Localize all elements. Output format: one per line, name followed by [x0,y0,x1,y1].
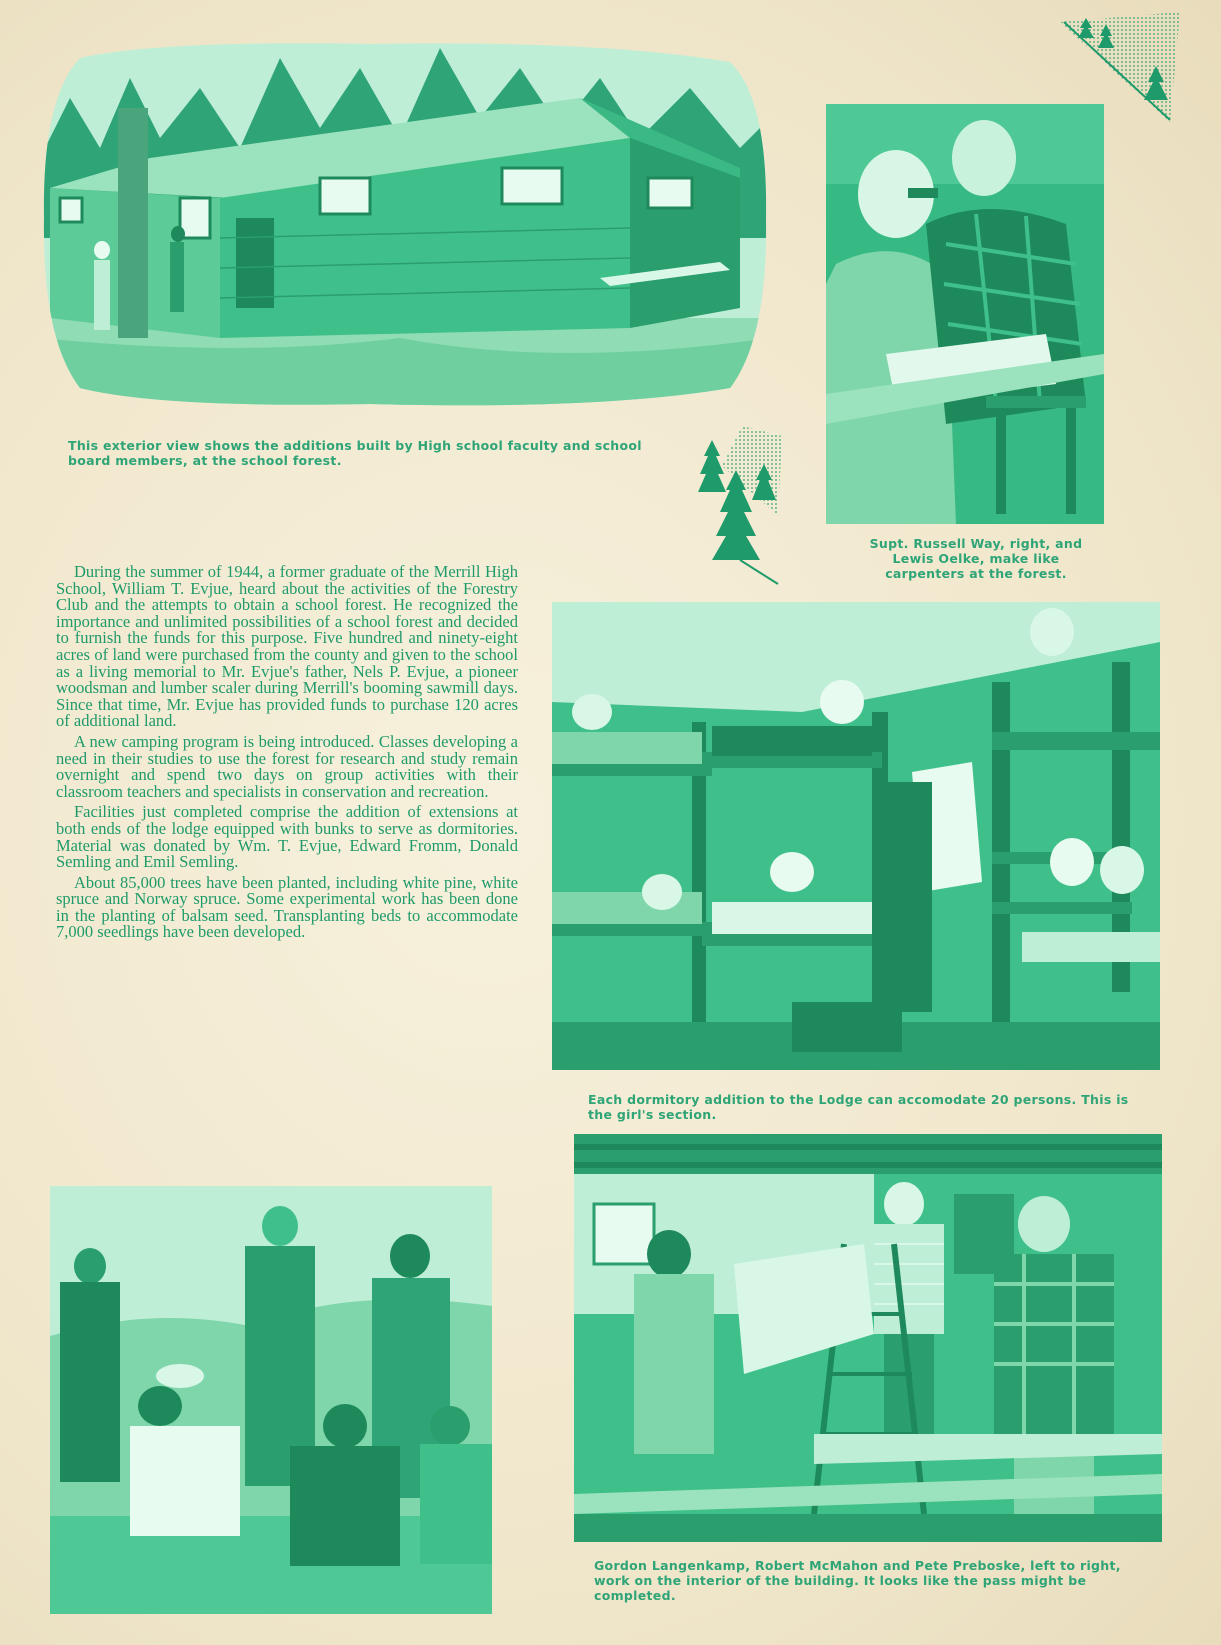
interior-work-caption: Gordon Langenkamp, Robert McMahon and Pete Preboske, left to right, work on the interior of the building. It looks like the pass might be completed. [594,1558,1121,1603]
article-paragraph: During the summer of 1944, a former graduate of the Merrill High School, William T. Evjue, heard about the activities of the Forestry Club and the attempts to obtain a school forest. He recognized the importance and unlimited possibilities of a school forest and decided to furnish the funds for this purpose. Five hundred and ninety-eight acres of land were purchased from the county and given to the school as a living memorial to Mr. Evjue's father, Nels P. Evjue, a pioneer woodsman and lumber scaler during Merrill's booming sawmill days. Since that time, Mr. Evjue has provided funds to purchase 120 acres of additional land. [56,562,518,731]
pine-tree-cluster-icon [682,426,782,586]
planting-photo [50,1186,492,1614]
carpenters-photo [826,104,1104,524]
interior-work-photo [574,1134,1162,1542]
article-paragraph: Facilities just completed comprise the addition of extensions at both ends of the lodge equipped with bunks to serve as dormitories. Material was donated by Wm. T. Evjue, Edward Fromm, Donald Semling and Emil Semling. [56,802,518,872]
dormitory-caption: Each dormitory addition to the Lodge can accomodate 20 persons. This is the girl's section. [588,1092,1129,1122]
article-body [56,564,518,945]
lodge-exterior-caption: This exterior view shows the additions built by High school faculty and school board members, at the school forest. [68,438,642,468]
dormitory-photo [552,602,1160,1070]
lodge-exterior-photo [40,38,770,408]
article-paragraph: About 85,000 trees have been planted, including white pine, white spruce and Norway spruce. Some experimental work has been done in the planting of balsam seed. Transplanting beds to accommodate 7,000 seedlings have been developed. [56,872,518,942]
article-paragraph: A new camping program is being introduced. Classes developing a need in their studies to use the forest for research and study remain overnight and spend two days on group activities with their classroom teachers and specialists in conservation and recreation. [56,731,518,801]
carpenters-caption: Supt. Russell Way, right, and Lewis Oelke, make like carpenters at the forest. [869,536,1083,581]
